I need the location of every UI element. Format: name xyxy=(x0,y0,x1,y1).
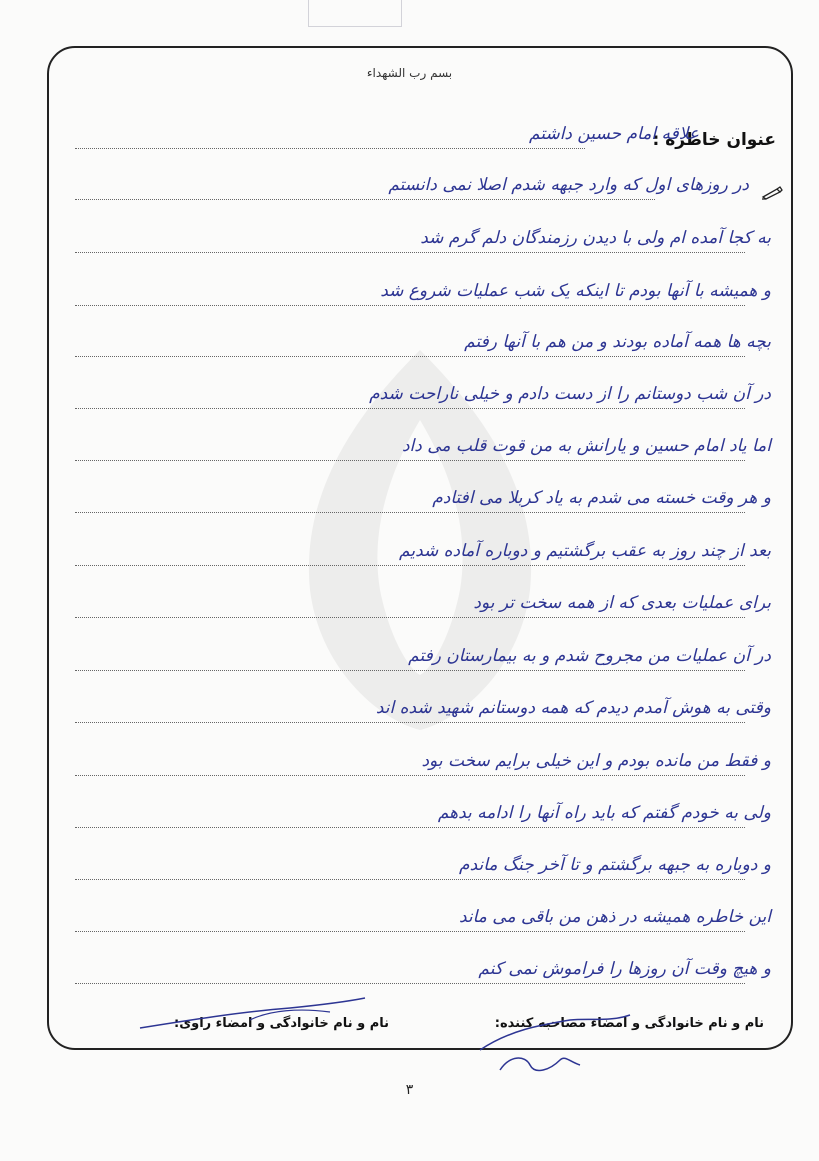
ruled-line xyxy=(75,722,745,723)
memoir-line: و همیشه با آنها بودم تا اینکه یک شب عملیات شروع شد xyxy=(380,281,771,301)
pen-icon xyxy=(761,186,783,200)
page-number: ۳ xyxy=(405,1082,414,1098)
narrator-signature-label: نام و نام خانوادگی و امضاء راوی: xyxy=(174,1016,389,1031)
ruled-line xyxy=(75,460,745,461)
memoir-line: بعد از چند روز به عقب برگشتیم و دوباره آماده شدیم xyxy=(399,541,771,561)
memoir-line: ولی به خودم گفتم که باید راه آنها را ادامه بدهم xyxy=(437,803,771,823)
memoir-line: اما یاد امام حسین و یارانش به من قوت قلب می داد xyxy=(401,436,771,456)
ruled-line xyxy=(75,199,655,200)
ruled-line xyxy=(75,356,745,357)
memoir-line: و فقط من مانده بودم و این خیلی برایم سخت بود xyxy=(421,751,771,771)
ruled-line xyxy=(75,512,745,513)
ruled-line xyxy=(75,775,745,776)
ruled-line xyxy=(75,983,745,984)
memoir-line: در آن عملیات من مجروح شدم و به بیمارستان رفتم xyxy=(408,646,771,666)
memoir-title-label: عنوان خاطره : xyxy=(652,130,776,150)
memoir-line: و دوباره به جبهه برگشتم و تا آخر جنگ ماندم xyxy=(459,855,771,875)
memoir-line: این خاطره همیشه در ذهن من باقی می ماند xyxy=(458,907,771,927)
bismillah-heading: بسم رب الشهداء xyxy=(366,66,453,80)
ruled-line xyxy=(75,827,745,828)
memoir-line: در روزهای اول که وارد جبهه شدم اصلا نمی دانستم xyxy=(388,175,749,195)
memoir-line: بچه ها همه آماده بودند و من هم با آنها رفتم xyxy=(464,332,771,352)
ruled-line xyxy=(75,252,745,253)
ruled-line xyxy=(75,931,745,932)
archive-stamp xyxy=(308,0,402,27)
memoir-line: به کجا آمده ام ولی با دیدن رزمندگان دلم گرم شد xyxy=(420,228,771,248)
interviewer-signature-label: نام و نام خانوادگی و امضاء مصاحبه کننده: xyxy=(494,1016,764,1031)
memoir-line: و هر وقت خسته می شدم به یاد کربلا می افتادم xyxy=(432,488,771,508)
memoir-title-value: علاقه امام حسین داشتم xyxy=(529,124,699,144)
ruled-line xyxy=(75,305,745,306)
ruled-line xyxy=(75,670,745,671)
memoir-line: وقتی به هوش آمدم دیدم که همه دوستانم شهید شده اند xyxy=(375,698,771,718)
memoir-line: و هیچ وقت آن روزها را فراموش نمی کنم xyxy=(478,959,771,979)
narrator-signature xyxy=(130,990,370,1040)
interviewer-signature xyxy=(470,1000,640,1080)
memoir-line: در آن شب دوستانم را از دست دادم و خیلی ناراحت شدم xyxy=(369,384,771,404)
ruled-line xyxy=(75,879,745,880)
ruled-line xyxy=(75,617,745,618)
memoir-line: برای عملیات بعدی که از همه سخت تر بود xyxy=(473,593,771,613)
ruled-line xyxy=(75,565,745,566)
ruled-line xyxy=(75,408,745,409)
ruled-line xyxy=(75,148,585,149)
